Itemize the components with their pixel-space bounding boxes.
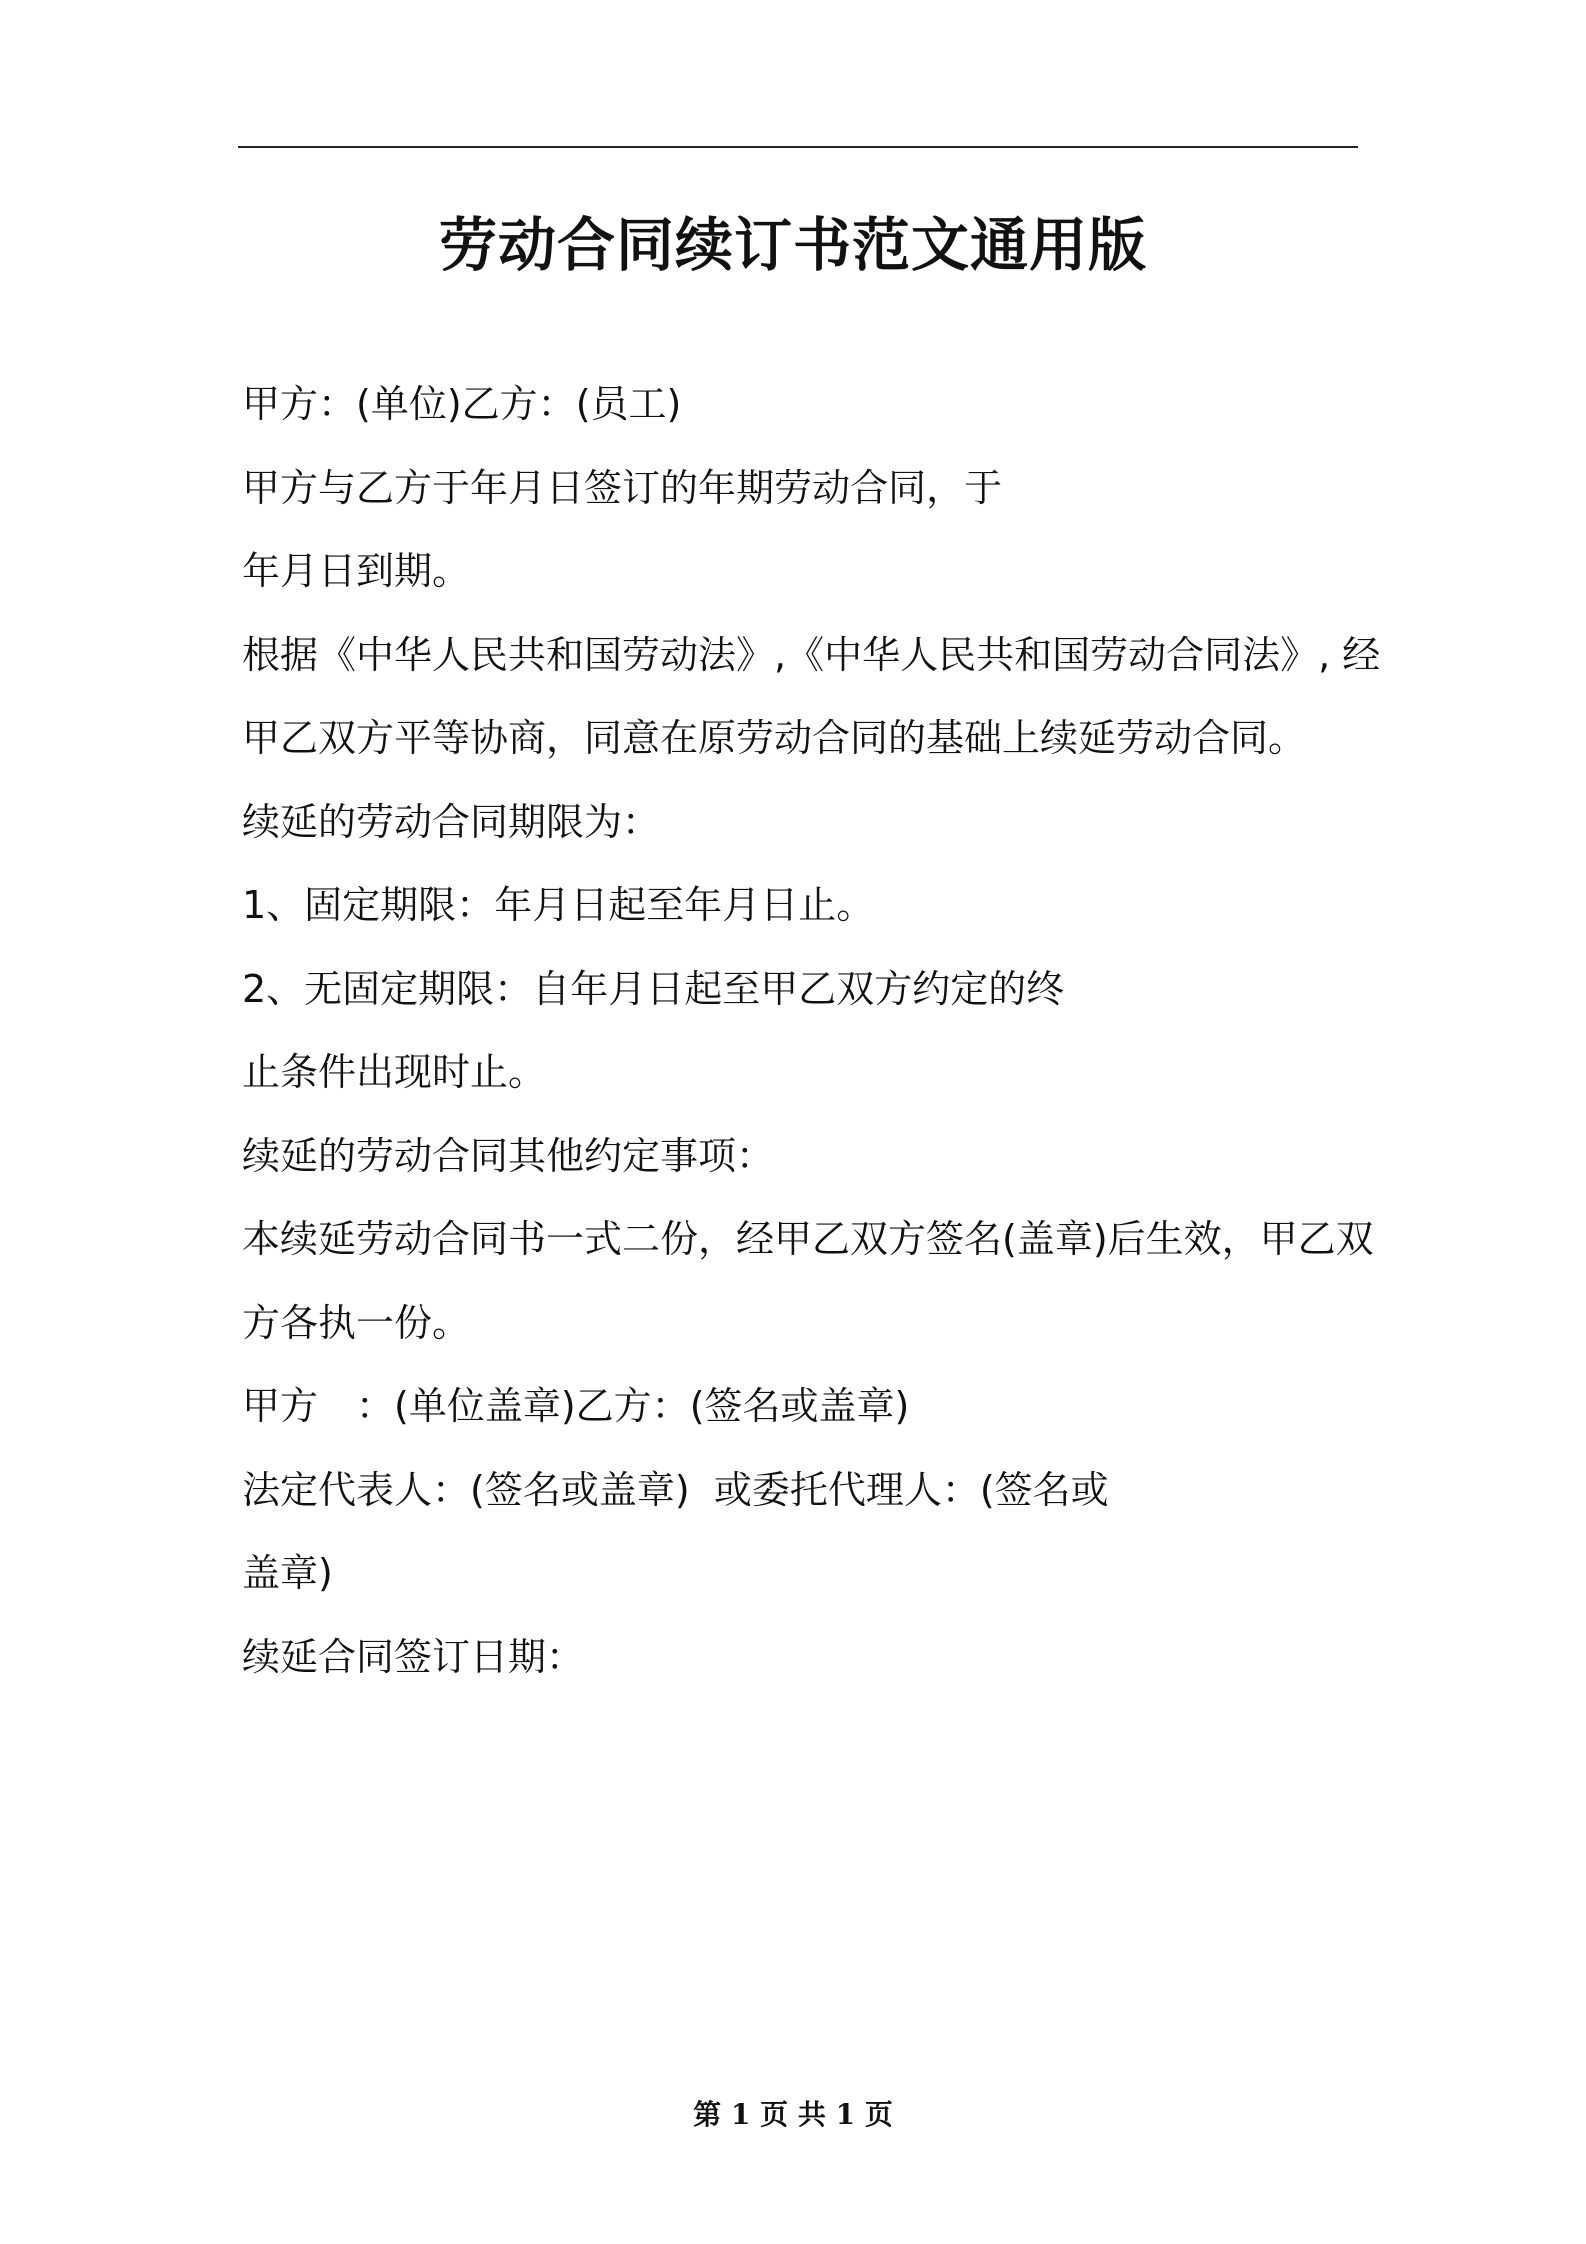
party-b-sign-label: 乙方： [575, 1384, 690, 1428]
text-segment: 甲方与乙方于 [242, 466, 471, 510]
party-line [242, 379, 681, 429]
text-segment: 2、无固定期限：自 [242, 967, 571, 1011]
party-a-suffix: (单位) [356, 382, 462, 426]
text-segment: 年 [470, 466, 509, 510]
party-b-suffix: (员工) [575, 382, 682, 426]
open-term-line [242, 964, 1064, 1014]
text-segment: 年期劳动合同，于 [698, 466, 1003, 510]
party-b-label: 乙方： [461, 382, 576, 426]
text-segment: 日止。 [760, 883, 875, 927]
text-segment: 月 [280, 549, 319, 593]
text-segment: 法定代表人： [242, 1468, 471, 1512]
text-segment: 月 [532, 883, 571, 927]
document-title: 劳动合同续订书范文通用版 [438, 211, 1147, 279]
text-segment: 年 [242, 549, 281, 593]
signing-date-line [242, 1632, 584, 1682]
party-a-sign-label: 甲方 ： [242, 1384, 395, 1428]
text-segment: 日起至甲乙双方约定的终 [646, 967, 1065, 1011]
text-segment: 月 [608, 967, 647, 1011]
text-segment: 年 [684, 883, 723, 927]
text-segment: 日签订的 [546, 466, 699, 510]
text-segment: 年 [494, 883, 533, 927]
other-terms-heading: 续延的劳动合同其他约定事项： [242, 1134, 775, 1178]
header-rule [238, 146, 1358, 148]
expiry-date-line [242, 546, 470, 596]
text-segment: 1、固定期限： [242, 883, 495, 927]
text-segment: 续延合同签订日期： [242, 1635, 585, 1679]
renewal-term-line [242, 797, 660, 847]
text-segment: (签名或 [979, 1468, 1109, 1512]
party-a-label: 甲方： [242, 382, 357, 426]
party-b-sign-suffix: (签名或盖章) [689, 1384, 910, 1428]
representative-line [242, 1465, 1109, 1515]
fixed-term-line [242, 880, 874, 930]
copies-line: 本续延劳动合同书一式二份，经甲乙双方签名(盖章)后生效，甲乙双 [242, 1217, 1374, 1261]
signature-party-line [242, 1381, 909, 1431]
text-segment: 续延的劳动合同期限为： [242, 800, 661, 844]
copies-line-cont: 方各执一份。 [242, 1301, 471, 1345]
text-segment: 月 [508, 466, 547, 510]
legal-basis-line: 根据《中华人民共和国劳动法》,《中华人民共和国劳动合同法》, 经 [242, 633, 1381, 677]
open-term-line-cont: 止条件出现时止。 [242, 1050, 547, 1094]
text-segment: 日到期。 [318, 549, 471, 593]
page-footer: 第 1 页 共 1 页 [693, 2098, 893, 2131]
party-a-sign-suffix: (单位盖章) [394, 1384, 576, 1428]
representative-line-cont: 盖章) [242, 1551, 333, 1595]
signed-date-line [242, 463, 1002, 513]
agreement-line: 甲乙双方平等协商，同意在原劳动合同的基础上续延劳动合同。 [242, 716, 1307, 760]
text-segment: (签名或盖章) 或委托代理人： [470, 1468, 980, 1512]
text-segment: 年 [570, 967, 609, 1011]
text-segment: 日起至 [570, 883, 685, 927]
text-segment: 月 [722, 883, 761, 927]
